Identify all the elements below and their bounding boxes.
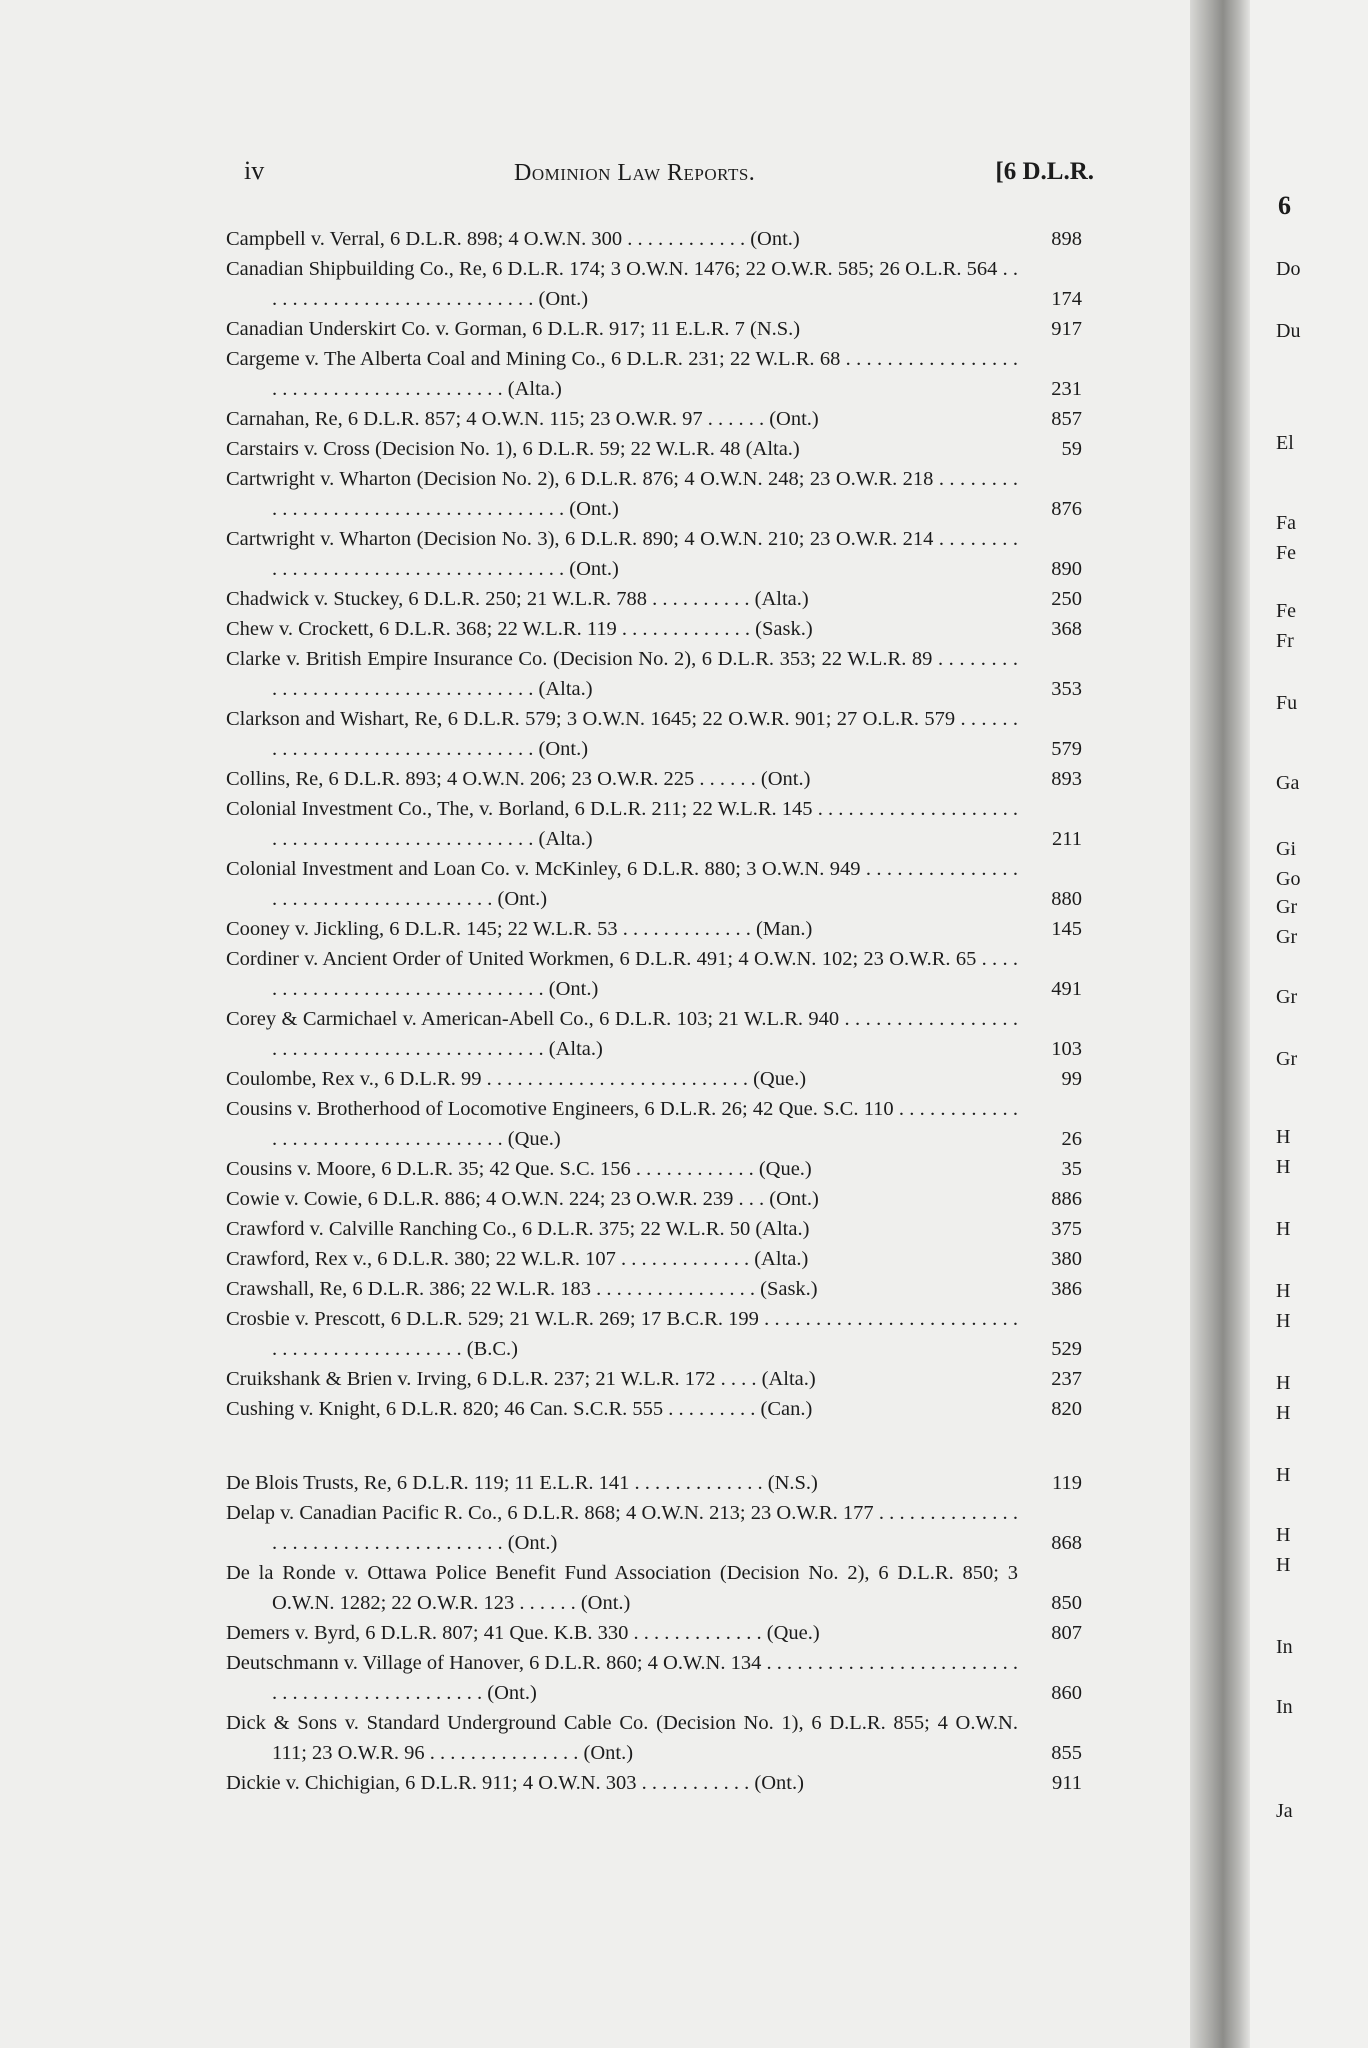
page-number: 917 xyxy=(1051,318,1082,340)
case-citation: Clarkson and Wishart, Re, 6 D.L.R. 579; 3 O.W.N. 1645; 22 O.W.R. 901; 27 O.L.R. 579 . . . . . . . . . . . . . . . . . . . . . . . . . . . . . . . . (Ont.) xyxy=(226,708,1018,760)
case-citation: Cushing v. Knight, 6 D.L.R. 820; 46 Can. S.C.R. 555 . . . . . . . . . (Can.) xyxy=(226,1398,813,1420)
facing-page-fragment: H xyxy=(1276,1402,1291,1424)
running-title: Dominion Law Reports. xyxy=(514,160,756,186)
page-number: 250 xyxy=(1051,588,1082,610)
index-entry xyxy=(226,1708,1082,1768)
case-citation: Dick & Sons v. Standard Underground Cable Co. (Decision No. 1), 6 D.L.R. 855; 4 O.W.N. 111; 23 O.W.R. 96 . . . . . . . . . . . . . . . (Ont.) xyxy=(226,1712,1018,1764)
page-number: 145 xyxy=(1051,918,1082,940)
index-entry xyxy=(226,254,1082,314)
facing-page-fragment: H xyxy=(1276,1156,1291,1178)
index-entry xyxy=(226,1618,1082,1648)
page-number: 850 xyxy=(1051,1592,1082,1614)
facing-page-fragment: H xyxy=(1276,1218,1291,1240)
index-section-d xyxy=(226,1468,1082,1798)
volume-reference: [6 D.L.R. xyxy=(995,158,1094,185)
page-number: 529 xyxy=(1051,1338,1082,1360)
index-entry xyxy=(226,344,1082,404)
page-number: 579 xyxy=(1051,738,1082,760)
page-number: 386 xyxy=(1051,1278,1082,1300)
page-number: 880 xyxy=(1051,888,1082,910)
facing-page-fragment: Gr xyxy=(1276,926,1298,948)
case-citation: Cordiner v. Ancient Order of United Workmen, 6 D.L.R. 491; 4 O.W.N. 102; 23 O.W.R. 65 . . . . . . . . . . . . . . . . . . . . . . . . . . . . . . . (Ont.) xyxy=(226,948,1018,1000)
index-entry xyxy=(226,1184,1082,1214)
index-entry xyxy=(226,404,1082,434)
index-entry xyxy=(226,1648,1082,1708)
case-citation: Canadian Underskirt Co. v. Gorman, 6 D.L.R. 917; 11 E.L.R. 7 (N.S.) xyxy=(226,318,801,340)
facing-page-fragment: Gr xyxy=(1276,896,1298,918)
facing-page xyxy=(1250,0,1368,2048)
facing-page-fragment: Fa xyxy=(1276,512,1296,534)
index-entry xyxy=(226,644,1082,704)
facing-page-fragment: Du xyxy=(1276,320,1301,342)
facing-page-fragment: Fr xyxy=(1276,630,1294,652)
index-entry xyxy=(226,614,1082,644)
page-number: 890 xyxy=(1051,558,1082,580)
case-citation: Crawford v. Calville Ranching Co., 6 D.L.R. 375; 22 W.L.R. 50 (Alta.) xyxy=(226,1218,810,1240)
index-entry xyxy=(226,1394,1082,1424)
page-number: 876 xyxy=(1051,498,1082,520)
page-number: 368 xyxy=(1051,618,1082,640)
index-entry xyxy=(226,1498,1082,1558)
page-number: 807 xyxy=(1051,1622,1082,1644)
page-number: 898 xyxy=(1051,228,1082,250)
facing-page-fragment: H xyxy=(1276,1372,1291,1394)
case-citation: Crosbie v. Prescott, 6 D.L.R. 529; 21 W.L.R. 269; 17 B.C.R. 199 . . . . . . . . . . . . . . . . . . . . . . . . . . . . . . . . . . . . . . . . . . . . (B.C.) xyxy=(226,1308,1018,1360)
facing-page-fragment: H xyxy=(1276,1554,1291,1576)
index-entry xyxy=(226,1468,1082,1498)
index-entry xyxy=(226,314,1082,344)
page-number: 820 xyxy=(1051,1398,1082,1420)
index-entry xyxy=(226,1214,1082,1244)
case-citation: Carnahan, Re, 6 D.L.R. 857; 4 O.W.N. 115; 23 O.W.R. 97 . . . . . . (Ont.) xyxy=(226,408,819,430)
page-number: 353 xyxy=(1051,678,1082,700)
case-index xyxy=(226,224,1082,1798)
facing-page-fragment: H xyxy=(1276,1310,1291,1332)
index-entry xyxy=(226,224,1082,254)
case-citation: Canadian Shipbuilding Co., Re, 6 D.L.R. 174; 3 O.W.N. 1476; 22 O.W.R. 585; 26 O.L.R. 564 . . . . . . . . . . . . . . . . . . . . . . . . . . . . (Ont.) xyxy=(226,258,1018,310)
page-number: 237 xyxy=(1051,1368,1082,1390)
case-citation: Chadwick v. Stuckey, 6 D.L.R. 250; 21 W.L.R. 788 . . . . . . . . . . (Alta.) xyxy=(226,588,809,610)
index-entry xyxy=(226,1768,1082,1798)
book-gutter xyxy=(1190,0,1250,2048)
page-number: 491 xyxy=(1051,978,1082,1000)
case-citation: Crawshall, Re, 6 D.L.R. 386; 22 W.L.R. 183 . . . . . . . . . . . . . . . . (Sask.) xyxy=(226,1278,818,1300)
index-entry xyxy=(226,1094,1082,1154)
case-citation: Cousins v. Moore, 6 D.L.R. 35; 42 Que. S.C. 156 . . . . . . . . . . . . (Que.) xyxy=(226,1158,812,1180)
page-number: 868 xyxy=(1051,1532,1082,1554)
facing-page-fragment: In xyxy=(1276,1696,1293,1718)
facing-page-fragment: Gr xyxy=(1276,986,1298,1008)
case-citation: Carstairs v. Cross (Decision No. 1), 6 D.L.R. 59; 22 W.L.R. 48 (Alta.) xyxy=(226,438,800,460)
page-number: 860 xyxy=(1051,1682,1082,1704)
case-citation: Cooney v. Jickling, 6 D.L.R. 145; 22 W.L.R. 53 . . . . . . . . . . . . . (Man.) xyxy=(226,918,813,940)
index-entry xyxy=(226,704,1082,764)
page-number: 886 xyxy=(1051,1188,1082,1210)
case-citation: De Blois Trusts, Re, 6 D.L.R. 119; 11 E.L.R. 141 . . . . . . . . . . . . . (N.S.) xyxy=(226,1472,818,1494)
index-section-c xyxy=(226,224,1082,1424)
facing-page-fragment: Go xyxy=(1276,868,1301,890)
index-entry xyxy=(226,794,1082,854)
case-citation: Deutschmann v. Village of Hanover, 6 D.L.R. 860; 4 O.W.N. 134 . . . . . . . . . . . . . . . . . . . . . . . . . . . . . . . . . . . . . . . . . . . . . . (Ont.) xyxy=(226,1652,1018,1704)
running-header xyxy=(244,156,1094,196)
case-citation: Corey & Carmichael v. American-Abell Co., 6 D.L.R. 103; 21 W.L.R. 940 . . . . . . . . . . . . . . . . . . . . . . . . . . . . . . . . . . . . . . . . . . . . (Alta.) xyxy=(226,1008,1018,1060)
case-citation: Cargeme v. The Alberta Coal and Mining Co., 6 D.L.R. 231; 22 W.L.R. 68 . . . . . . . . . . . . . . . . . . . . . . . . . . . . . . . . . . . . . . . . (Alta.) xyxy=(226,348,1018,400)
page-number: 174 xyxy=(1051,288,1082,310)
case-citation: Cousins v. Brotherhood of Locomotive Engineers, 6 D.L.R. 26; 42 Que. S.C. 110 . . . . . . . . . . . . . . . . . . . . . . . . . . . . . . . . . . . (Que.) xyxy=(226,1098,1018,1150)
page-number: 59 xyxy=(1061,438,1082,460)
case-citation: Campbell v. Verral, 6 D.L.R. 898; 4 O.W.N. 300 . . . . . . . . . . . . (Ont.) xyxy=(226,228,800,250)
page-number: 35 xyxy=(1061,1158,1082,1180)
index-entry xyxy=(226,1004,1082,1064)
facing-page-fragment: Gr xyxy=(1276,1048,1298,1070)
facing-page-fragment: Fe xyxy=(1276,542,1296,564)
page-number: 231 xyxy=(1051,378,1082,400)
case-citation: Cartwright v. Wharton (Decision No. 3), 6 D.L.R. 890; 4 O.W.N. 210; 23 O.W.R. 214 . . . . . . . . . . . . . . . . . . . . . . . . . . . . . . . . . . . . . (Ont.) xyxy=(226,528,1018,580)
facing-page-fragment: H xyxy=(1276,1280,1291,1302)
index-entry xyxy=(226,1304,1082,1364)
page-number: 211 xyxy=(1052,828,1082,850)
index-entry xyxy=(226,1064,1082,1094)
index-entry xyxy=(226,1274,1082,1304)
facing-page-fragment: Do xyxy=(1276,258,1301,280)
case-citation: Coulombe, Rex v., 6 D.L.R. 99 . . . . . . . . . . . . . . . . . . . . . . . . . . (Que.) xyxy=(226,1068,807,1090)
facing-page-fragment: H xyxy=(1276,1126,1291,1148)
index-entry xyxy=(226,434,1082,464)
page-folio: iv xyxy=(244,156,265,185)
facing-page-fragment: Ja xyxy=(1276,1800,1293,1822)
page-number: 857 xyxy=(1051,408,1082,430)
page-number: 119 xyxy=(1052,1472,1082,1494)
index-entry xyxy=(226,1244,1082,1274)
case-citation: Clarke v. British Empire Insurance Co. (Decision No. 2), 6 D.L.R. 353; 22 W.L.R. 89 . . . . . . . . . . . . . . . . . . . . . . . . . . . . . . . . . . (Alta.) xyxy=(226,648,1018,700)
facing-page-fragment: Fe xyxy=(1276,600,1296,622)
index-entry xyxy=(226,764,1082,794)
facing-page-fragment: H xyxy=(1276,1524,1291,1546)
case-citation: Crawford, Rex v., 6 D.L.R. 380; 22 W.L.R. 107 . . . . . . . . . . . . . (Alta.) xyxy=(226,1248,809,1270)
case-citation: Cartwright v. Wharton (Decision No. 2), 6 D.L.R. 876; 4 O.W.N. 248; 23 O.W.R. 218 . . . . . . . . . . . . . . . . . . . . . . . . . . . . . . . . . . . . . (Ont.) xyxy=(226,468,1018,520)
index-entry xyxy=(226,1364,1082,1394)
index-entry xyxy=(226,584,1082,614)
index-entry xyxy=(226,524,1082,584)
page-number: 99 xyxy=(1061,1068,1082,1090)
page-number: 26 xyxy=(1061,1128,1082,1150)
case-citation: De la Ronde v. Ottawa Police Benefit Fund Association (Decision No. 2), 6 D.L.R. 850; 3 O.W.N. 1282; 22 O.W.R. 123 . . . . . . (Ont.) xyxy=(226,1562,1018,1614)
case-citation: Collins, Re, 6 D.L.R. 893; 4 O.W.N. 206; 23 O.W.R. 225 . . . . . . (Ont.) xyxy=(226,768,811,790)
case-citation: Demers v. Byrd, 6 D.L.R. 807; 41 Que. K.B. 330 . . . . . . . . . . . . . (Que.) xyxy=(226,1622,820,1644)
case-citation: Dickie v. Chichigian, 6 D.L.R. 911; 4 O.W.N. 303 . . . . . . . . . . . (Ont.) xyxy=(226,1772,804,1794)
case-citation: Cowie v. Cowie, 6 D.L.R. 886; 4 O.W.N. 224; 23 O.W.R. 239 . . . (Ont.) xyxy=(226,1188,819,1210)
page-number: 103 xyxy=(1051,1038,1082,1060)
case-citation: Delap v. Canadian Pacific R. Co., 6 D.L.R. 868; 4 O.W.N. 213; 23 O.W.R. 177 . . . . . . . . . . . . . . . . . . . . . . . . . . . . . . . . . . . . . (Ont.) xyxy=(226,1502,1018,1554)
index-entry xyxy=(226,854,1082,914)
index-entry xyxy=(226,464,1082,524)
facing-page-fragment: Gi xyxy=(1276,838,1296,860)
index-entry xyxy=(226,1154,1082,1184)
facing-page-fragment: El xyxy=(1276,432,1294,454)
case-citation: Cruikshank & Brien v. Irving, 6 D.L.R. 237; 21 W.L.R. 172 . . . . (Alta.) xyxy=(226,1368,816,1390)
section-divider xyxy=(226,1424,1082,1468)
page-number: 855 xyxy=(1051,1742,1082,1764)
facing-page-fragment: Ga xyxy=(1276,772,1300,794)
facing-page-header: 6 xyxy=(1278,191,1291,220)
case-citation: Colonial Investment and Loan Co. v. McKinley, 6 D.L.R. 880; 3 O.W.N. 949 . . . . . . . . . . . . . . . . . . . . . . . . . . . . . . . . . . . . . (Ont.) xyxy=(226,858,1018,910)
page-number: 375 xyxy=(1051,1218,1082,1240)
page-number: 380 xyxy=(1051,1248,1082,1270)
index-entry xyxy=(226,944,1082,1004)
index-entry xyxy=(226,914,1082,944)
page-number: 911 xyxy=(1052,1772,1082,1794)
facing-page-fragment: H xyxy=(1276,1464,1291,1486)
facing-page-fragment: In xyxy=(1276,1636,1293,1658)
page-number: 893 xyxy=(1051,768,1082,790)
case-citation: Chew v. Crockett, 6 D.L.R. 368; 22 W.L.R. 119 . . . . . . . . . . . . . (Sask.) xyxy=(226,618,813,640)
case-citation: Colonial Investment Co., The, v. Borland, 6 D.L.R. 211; 22 W.L.R. 145 . . . . . . . . . . . . . . . . . . . . . . . . . . . . . . . . . . . . . . . . . . . . . . (Alta.) xyxy=(226,798,1018,850)
facing-page-fragment: Fu xyxy=(1276,692,1298,714)
index-entry xyxy=(226,1558,1082,1618)
